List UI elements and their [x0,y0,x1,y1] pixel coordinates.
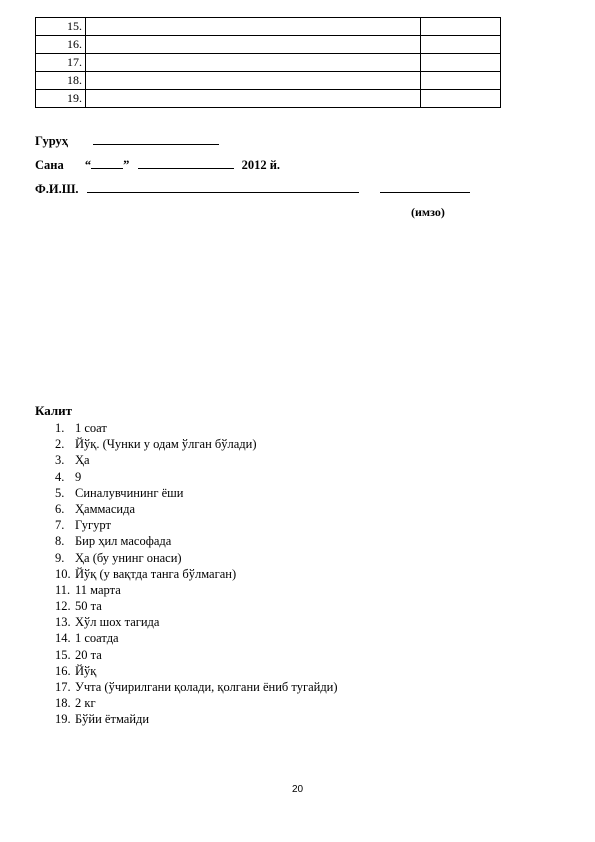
key-item-text: Йўқ. (Чунки у одам ўлган бўлади) [75,437,257,452]
row-number: 18. [36,72,86,90]
key-item-text: 2 кг [75,696,96,711]
date-close-quote: ” [123,158,130,172]
name-label: Ф.И.Ш. [35,182,79,196]
table-row [36,18,501,36]
key-item-number: 6. [55,501,65,516]
date-day-field[interactable] [91,157,123,169]
key-item-text: 50 та [75,599,102,614]
key-item-number: 12. [55,599,71,614]
list-item [55,695,338,711]
row-number: 17. [36,54,86,72]
date-row [35,157,280,173]
key-item-text: Бўйи ётмайди [75,712,150,727]
key-item-text: Ҳаммасида [75,501,136,516]
answer-cell[interactable] [86,18,421,36]
list-item [55,566,338,582]
group-field[interactable] [93,133,219,145]
key-item-text: 1 соат [75,421,107,435]
list-item [55,582,338,598]
group-row [35,133,219,149]
key-item-number: 4. [55,469,65,484]
answer-cell[interactable] [86,72,421,90]
date-year: 2012 й. [241,158,281,172]
list-item [55,420,338,436]
key-item-text: Хўл шох тагида [75,615,160,630]
key-item-number: 15. [55,647,71,662]
score-cell[interactable] [421,90,501,108]
key-item-number: 14. [55,631,71,646]
key-item-text: Бир ҳил масофада [75,534,172,549]
list-item [55,469,338,485]
key-item-number: 19. [55,712,71,727]
date-label: Сана [35,158,64,172]
key-item-number: 11. [55,582,71,597]
list-item [55,436,338,452]
row-number: 16. [36,36,86,54]
list-item [55,452,338,468]
key-item-text: Синалувчининг ёши [75,485,184,500]
list-item [55,550,338,566]
table-row [36,90,501,108]
date-month-field[interactable] [138,157,234,169]
score-cell[interactable] [421,18,501,36]
key-title: Калит [35,403,73,418]
name-row [35,181,470,197]
list-item [55,517,338,533]
key-item-text: 9 [75,469,82,484]
list-item [55,647,338,663]
answer-cell[interactable] [86,90,421,108]
key-item-number: 10. [55,566,71,581]
list-item [55,679,338,695]
key-item-number: 2. [55,437,65,452]
key-item-number: 8. [55,534,65,549]
key-item-number: 9. [55,550,65,565]
page-number: 20 [291,784,304,795]
key-item-text: Гугурт [75,518,111,533]
table-row [36,54,501,72]
key-item-text: Ҳа (бу унинг онаси) [75,550,182,565]
signature-field[interactable] [380,181,470,193]
answer-cell[interactable] [86,54,421,72]
key-item-text: 1 соатда [75,631,119,646]
signature-label: (имзо) [411,205,445,219]
key-item-text: Учта (ўчирилгани қолади, қолгани ёниб тугайди) [75,680,338,694]
key-item-text: Йўқ (у вақтда танга бўлмаган) [75,566,237,581]
answer-table [35,17,501,108]
list-item [55,614,338,630]
list-item [55,485,338,501]
list-item [55,711,338,727]
list-item [55,598,338,614]
row-number: 19. [36,90,86,108]
table-row [36,72,501,90]
key-item-number: 7. [55,518,65,533]
name-field[interactable] [87,181,359,193]
key-item-number: 1. [55,421,65,435]
key-item-text: 11 марта [75,582,121,597]
key-list [55,420,338,728]
score-cell[interactable] [421,54,501,72]
key-item-text: Ҳа [75,453,90,468]
key-item-number: 17. [55,680,71,694]
group-label: Гуруҳ [35,134,69,148]
date-open-quote: “ [84,158,92,172]
list-item [55,501,338,517]
table-row [36,36,501,54]
score-cell[interactable] [421,72,501,90]
list-item [55,533,338,549]
list-item [55,630,338,646]
key-item-text: 20 та [75,647,102,662]
key-item-number: 5. [55,485,65,500]
key-item-number: 13. [55,615,71,630]
score-cell[interactable] [421,36,501,54]
key-item-number: 3. [55,453,65,468]
key-item-number: 18. [55,696,71,711]
answer-cell[interactable] [86,36,421,54]
row-number: 15. [36,18,86,36]
key-item-number: 16. [55,663,71,678]
key-item-text: Йўқ [75,663,97,678]
list-item [55,663,338,679]
